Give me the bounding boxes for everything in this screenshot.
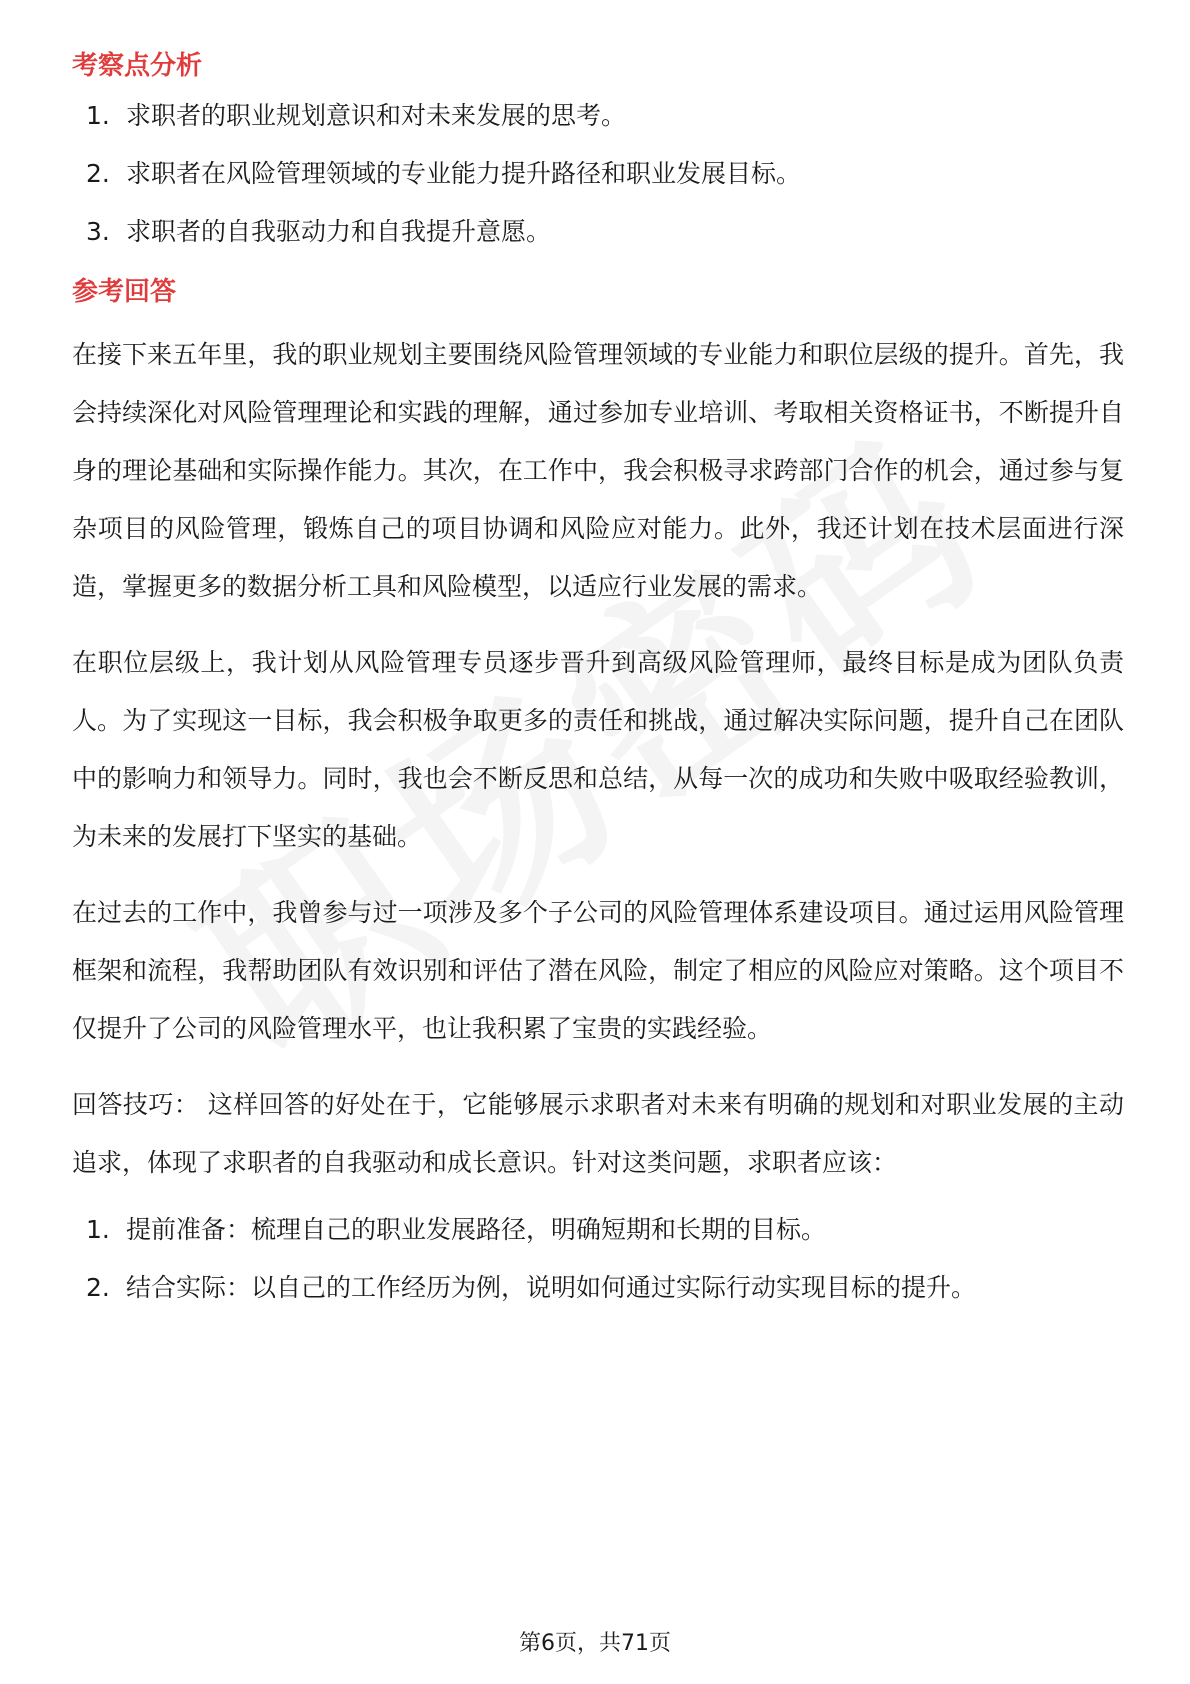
list-item-text: 提前准备：梳理自己的职业发展路径，明确短期和长期的目标。: [126, 1215, 827, 1244]
section-title-analysis: 考察点分析: [72, 51, 203, 81]
list-item-text: 求职者在风险管理领域的专业能力提升路径和职业发展目标。: [126, 159, 802, 188]
answer-tip: 回答技巧： 这样回答的好处在于，它能够展示求职者对未来有明确的规划和对职业发展的主动追求，体现了求职者的自我驱动和成长意识。针对这类问题，求职者应该：: [72, 1090, 1124, 1177]
list-item: [72, 156, 1124, 192]
analysis-list: [72, 98, 1124, 250]
page-footer: 第6页，共71页: [519, 1631, 671, 1656]
answer-paragraph: 在过去的工作中，我曾参与过一项涉及多个子公司的风险管理体系建设项目。通过运用风险管理框架和流程，我帮助团队有效识别和评估了潜在风险，制定了相应的风险应对策略。这个项目不仅提升了公司的风险管理水平，也让我积累了宝贵的实践经验。: [72, 898, 1124, 1043]
list-item: [72, 98, 1124, 134]
list-item-number: 2.: [86, 159, 110, 188]
list-item-number: 1.: [86, 101, 110, 130]
list-item-text: 结合实际：以自己的工作经历为例，说明如何通过实际行动实现目标的提升。: [126, 1273, 977, 1302]
list-item: [72, 214, 1124, 250]
content-area: [72, 46, 1124, 1328]
list-item: [72, 1270, 1124, 1306]
list-item-text: 求职者的职业规划意识和对未来发展的思考。: [126, 101, 627, 130]
list-item-number: 3.: [86, 217, 110, 246]
list-item: [72, 1212, 1124, 1248]
answer-paragraph: 在接下来五年里，我的职业规划主要围绕风险管理领域的专业能力和职位层级的提升。首先，我会持续深化对风险管理理论和实践的理解，通过参加专业培训、考取相关资格证书，不断提升自身的理论基础和实际操作能力。其次，在工作中，我会积极寻求跨部门合作的机会，通过参与复杂项目的风险管理，锻炼自己的项目协调和风险应对能力。此外，我还计划在技术层面进行深造，掌握更多的数据分析工具和风险模型，以适应行业发展的需求。: [72, 340, 1124, 601]
list-item-number: 2.: [86, 1273, 110, 1302]
tips-list: [72, 1212, 1124, 1306]
list-item-number: 1.: [86, 1215, 110, 1244]
section-title-answer: 参考回答: [72, 277, 177, 307]
list-item-text: 求职者的自我驱动力和自我提升意愿。: [126, 217, 552, 246]
answer-paragraph: 在职位层级上，我计划从风险管理专员逐步晋升到高级风险管理师，最终目标是成为团队负责人。为了实现这一目标，我会积极争取更多的责任和挑战，通过解决实际问题，提升自己在团队中的影响力和领导力。同时，我也会不断反思和总结，从每一次的成功和失败中吸取经验教训，为未来的发展打下坚实的基础。: [72, 648, 1124, 851]
